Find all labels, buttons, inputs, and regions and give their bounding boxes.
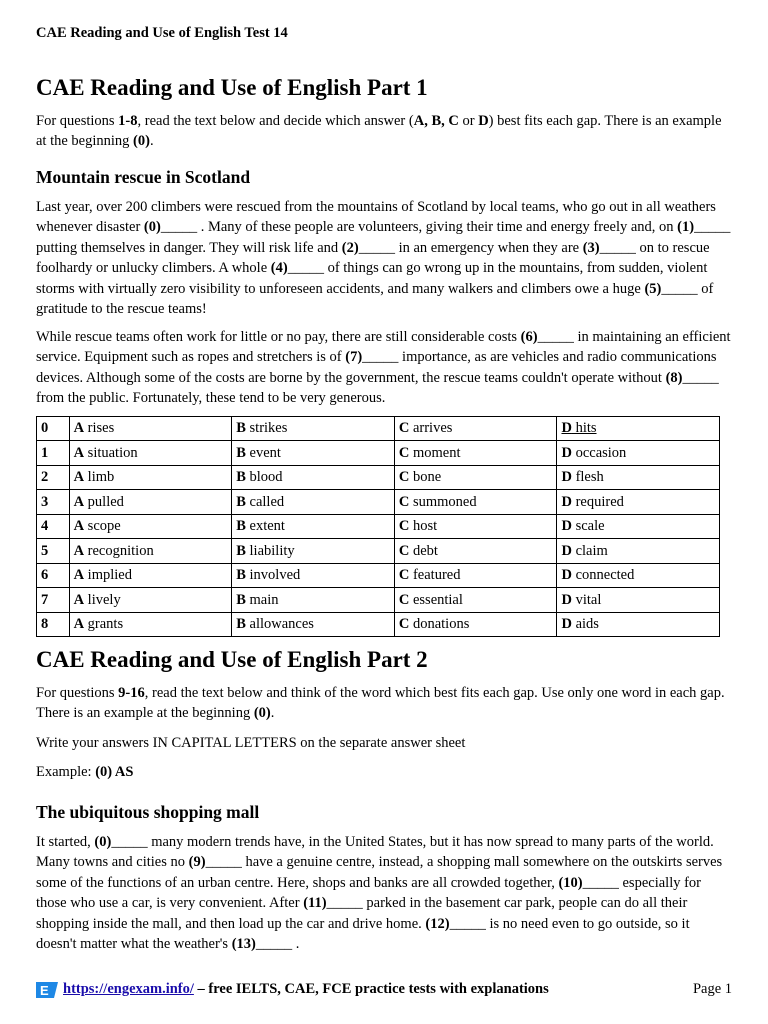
part2-text-title: The ubiquitous shopping mall	[36, 801, 260, 822]
svg-text:E: E	[40, 983, 49, 998]
document-content	[36, 74, 732, 962]
text-run: many modern trends have, in the United States, but it has now spread to many parts of the world. Many towns and cities no	[36, 833, 714, 870]
gap-2	[342, 240, 395, 256]
option-letter: A	[73, 518, 85, 534]
gap-blank: _____	[358, 239, 395, 256]
gap-4	[271, 260, 324, 276]
question-number: 7	[37, 588, 70, 613]
bold-text: (0)	[133, 133, 150, 150]
part1-paragraph-2	[36, 327, 732, 409]
gap-blank: _____	[449, 915, 486, 932]
option-word: donations	[409, 616, 470, 632]
option-letter: A	[73, 420, 85, 436]
option-word: situation	[84, 444, 138, 461]
page-number: Page 1	[692, 981, 732, 997]
option-word: essential	[409, 591, 463, 608]
option-word: extent	[245, 518, 285, 534]
option-word: pulled	[84, 493, 124, 510]
option-c	[394, 563, 557, 588]
option-word: lively	[84, 591, 121, 608]
option-word: featured	[409, 567, 461, 583]
option-word: blood	[245, 469, 283, 485]
text-run: or	[458, 112, 479, 129]
option-c	[394, 612, 557, 637]
gap-number: (10)	[558, 874, 583, 891]
option-word: implied	[84, 567, 132, 583]
bold-text: 1-8	[118, 112, 138, 129]
gap-number: (12)	[425, 915, 450, 932]
option-a	[69, 514, 232, 539]
option-letter: C	[398, 420, 410, 436]
text-run: .	[149, 133, 154, 150]
gap-number: (11)	[303, 895, 327, 911]
part2-intro	[36, 683, 732, 724]
text-run: of things can go wrong up in the mountains, from sudden, violent storms with virtually zero visibility to unforeseen accidents, and many walkers and climbers owe a huge	[36, 260, 708, 297]
option-letter: B	[236, 444, 246, 461]
option-letter: C	[398, 542, 410, 559]
bold-text: 9-16	[118, 684, 145, 701]
option-letter: A	[73, 542, 85, 559]
gap-blank: _____	[362, 349, 399, 365]
gap-10	[558, 875, 618, 891]
option-c	[394, 416, 557, 441]
option-word: hits	[571, 420, 597, 436]
option-word: connected	[571, 567, 635, 583]
question-number: 3	[37, 490, 70, 515]
gap-5	[644, 281, 697, 297]
option-d	[557, 612, 720, 637]
footer-tagline: – free IELTS, CAE, FCE practice tests with explanations	[193, 981, 549, 997]
option-word: occasion	[571, 444, 627, 461]
option-word: flesh	[571, 469, 604, 485]
option-d	[557, 490, 720, 515]
text-run: on to rescue foolhardy or unlucky climbers. A whole	[36, 239, 710, 276]
option-a	[69, 416, 232, 441]
option-word: called	[245, 493, 285, 510]
option-word: event	[245, 444, 281, 461]
gap-6	[521, 329, 574, 345]
option-a	[69, 588, 232, 613]
option-word: moment	[409, 444, 461, 461]
text-run: is no need even to go outside, so it doesn't matter what the weather's	[36, 915, 690, 952]
option-letter: A	[73, 591, 85, 608]
question-number: 8	[37, 612, 70, 637]
option-letter: A	[73, 616, 85, 632]
gap-blank: _____	[661, 280, 698, 297]
bold-text: (0) AS	[95, 764, 134, 781]
text-run: putting themselves in danger. They will risk life and	[36, 239, 342, 256]
options-row	[37, 465, 720, 490]
option-word: allowances	[245, 616, 314, 632]
gap-blank: _____	[287, 260, 324, 276]
question-number: 5	[37, 539, 70, 564]
engexam-link[interactable]: https://engexam.info/	[63, 981, 194, 997]
gap-blank: _____	[205, 854, 242, 870]
part2-heading: CAE Reading and Use of English Part 2	[36, 647, 428, 672]
option-word: scope	[84, 518, 121, 534]
option-c	[394, 441, 557, 466]
gap-number: (0)	[143, 219, 161, 235]
option-letter: A	[73, 567, 85, 583]
option-word: bone	[409, 469, 442, 485]
part2-paragraph-1	[36, 832, 732, 955]
gap-9	[189, 854, 242, 870]
example-answer	[561, 420, 596, 436]
options-row	[37, 612, 720, 637]
gap-blank: _____	[160, 219, 198, 235]
option-word: recognition	[84, 542, 154, 559]
option-word: limb	[84, 469, 115, 485]
text-run: , read the text below and think of the word which best fits each gap. Use only one word in each gap. There is an example at the beginning	[36, 684, 725, 722]
text-run: .	[292, 936, 300, 952]
option-letter: C	[398, 493, 410, 510]
document-header: CAE Reading and Use of English Test 14	[36, 25, 288, 41]
option-b	[232, 490, 395, 515]
option-letter: D	[561, 518, 572, 534]
text-run: ) best fits each gap. There is an example at the beginning	[36, 112, 722, 150]
option-letter: B	[236, 420, 246, 436]
option-letter: D	[561, 591, 572, 608]
option-b	[232, 514, 395, 539]
gap-13	[232, 936, 292, 952]
gap-blank: _____	[255, 936, 293, 952]
option-c	[394, 514, 557, 539]
gap-number: (13)	[231, 936, 256, 952]
option-d	[557, 465, 720, 490]
text-run: Example:	[36, 764, 96, 781]
option-word: debt	[409, 542, 438, 559]
gap-number: (4)	[270, 260, 288, 276]
text-run: from the public. Fortunately, these tend to be very generous.	[36, 390, 386, 406]
option-letter: C	[398, 518, 410, 534]
option-letter: B	[236, 469, 246, 485]
option-word: rises	[84, 420, 115, 436]
text-run: of gratitude to the rescue teams!	[36, 280, 714, 317]
option-word: grants	[84, 616, 124, 632]
question-number: 2	[37, 465, 70, 490]
bold-text: D	[478, 112, 489, 129]
engexam-logo-icon	[36, 982, 58, 998]
option-word: strikes	[245, 420, 288, 436]
option-word: summoned	[409, 493, 477, 510]
gap-number: (7)	[345, 349, 363, 365]
option-a	[69, 563, 232, 588]
option-a	[69, 612, 232, 637]
options-row	[37, 416, 720, 441]
gap-3	[583, 240, 636, 256]
part1-heading: CAE Reading and Use of English Part 1	[36, 75, 428, 100]
part1-options-table	[36, 416, 720, 638]
option-d	[557, 539, 720, 564]
text-run: Last year, over 200 climbers were rescued from the mountains of Scotland by local teams, who go out in all weathers whenever disaster	[36, 198, 716, 235]
text-run: in an emergency when they are	[394, 239, 583, 256]
option-letter: D	[561, 493, 572, 510]
option-letter: D	[561, 444, 572, 461]
footer-text	[63, 981, 549, 998]
option-word: claim	[571, 542, 608, 559]
option-letter: B	[236, 567, 246, 583]
option-letter: B	[236, 493, 246, 510]
option-letter: C	[398, 616, 410, 632]
option-word: scale	[571, 518, 605, 534]
option-b	[232, 416, 395, 441]
option-letter: B	[236, 616, 246, 632]
gap-8	[666, 370, 719, 386]
option-d	[557, 588, 720, 613]
option-letter: B	[236, 518, 246, 534]
option-c	[394, 588, 557, 613]
options-row	[37, 563, 720, 588]
gap-12	[425, 916, 485, 932]
text-run: parked in the basement car park, people can do all their shopping inside the mall, and then load up the car and drive home.	[36, 895, 688, 932]
gap-blank: _____	[599, 239, 636, 256]
part2-example	[36, 762, 732, 783]
option-d	[557, 441, 720, 466]
bold-text: (0)	[253, 705, 271, 722]
text-run: It started,	[36, 833, 95, 850]
gap-1	[677, 219, 730, 235]
option-word: liability	[245, 542, 295, 559]
text-run: especially for those who use a car, is very convenient. After	[36, 874, 702, 911]
text-run: have a genuine centre, instead, a shopping mall somewhere on the outskirts serves some of the functions of an urban centre. Here, shops and banks are all crowded together,	[36, 854, 723, 891]
gap-blank: _____	[694, 219, 731, 235]
option-letter: A	[73, 493, 85, 510]
gap-7	[345, 349, 398, 365]
option-a	[69, 441, 232, 466]
option-word: involved	[245, 567, 301, 583]
question-number: 0	[37, 416, 70, 441]
option-c	[394, 490, 557, 515]
text-run: in maintaining an efficient service. Equipment such as ropes and stretchers is of	[36, 328, 731, 365]
option-letter: C	[398, 591, 410, 608]
part1-intro	[36, 111, 732, 152]
option-letter: C	[398, 469, 410, 485]
option-c	[394, 539, 557, 564]
gap-0	[94, 834, 147, 850]
text-run: For questions	[36, 112, 119, 129]
option-d	[557, 514, 720, 539]
text-run: . Many of these people are volunteers, giving their time and energy freely and, on	[197, 219, 678, 235]
text-run: Write your answers IN CAPITAL LETTERS on the separate answer sheet	[36, 734, 466, 751]
option-letter: A	[73, 469, 85, 485]
option-letter: D	[561, 542, 572, 559]
part2-instruction	[36, 733, 732, 754]
question-number: 6	[37, 563, 70, 588]
option-letter: D	[561, 469, 572, 485]
option-b	[232, 441, 395, 466]
gap-number: (8)	[665, 369, 683, 386]
part1-paragraph-1	[36, 197, 732, 320]
options-row	[37, 588, 720, 613]
gap-11	[303, 895, 363, 911]
text-run: .	[270, 705, 275, 722]
option-d	[557, 563, 720, 588]
option-letter: D	[561, 567, 572, 583]
option-b	[232, 563, 395, 588]
option-letter: C	[398, 567, 410, 583]
option-b	[232, 465, 395, 490]
text-run: importance, as are vehicles and radio communications devices. Although some of the costs are borne by the government, the rescue teams couldn't operate without	[36, 349, 717, 386]
text-run: For questions	[36, 684, 119, 701]
option-a	[69, 465, 232, 490]
option-word: aids	[571, 616, 599, 632]
option-word: required	[571, 493, 624, 510]
option-word: main	[245, 591, 279, 608]
gap-number: (3)	[582, 239, 600, 256]
question-number: 4	[37, 514, 70, 539]
gap-blank: _____	[582, 874, 619, 891]
options-row	[37, 441, 720, 466]
options-row	[37, 539, 720, 564]
option-a	[69, 539, 232, 564]
gap-number: (6)	[520, 328, 538, 345]
text-run: , read the text below and decide which answer (	[137, 112, 414, 129]
document-footer	[36, 979, 732, 1001]
option-b	[232, 612, 395, 637]
gap-blank: _____	[537, 328, 574, 345]
options-row	[37, 490, 720, 515]
bold-text: A, B, C	[413, 112, 459, 129]
gap-number: (2)	[341, 239, 359, 256]
option-word: host	[409, 518, 438, 534]
gap-blank: _____	[111, 833, 148, 850]
option-b	[232, 539, 395, 564]
option-letter: D	[561, 616, 572, 632]
gap-number: (5)	[644, 280, 662, 297]
option-a	[69, 490, 232, 515]
gap-0	[144, 219, 197, 235]
option-letter: B	[236, 591, 246, 608]
gap-number: (1)	[677, 219, 695, 235]
option-letter: D	[561, 420, 572, 436]
option-d	[557, 416, 720, 441]
option-c	[394, 465, 557, 490]
part1-text-title: Mountain rescue in Scotland	[36, 166, 251, 187]
gap-blank: _____	[682, 369, 719, 386]
option-letter: A	[73, 444, 85, 461]
option-word: vital	[571, 591, 602, 608]
option-letter: B	[236, 542, 246, 559]
option-letter: C	[398, 444, 410, 461]
gap-number: (9)	[188, 854, 206, 870]
option-word: arrives	[409, 420, 453, 436]
question-number: 1	[37, 441, 70, 466]
gap-number: (0)	[94, 833, 112, 850]
gap-blank: _____	[326, 895, 363, 911]
options-row	[37, 514, 720, 539]
option-b	[232, 588, 395, 613]
text-run: While rescue teams often work for little or no pay, there are still considerable costs	[36, 328, 521, 345]
